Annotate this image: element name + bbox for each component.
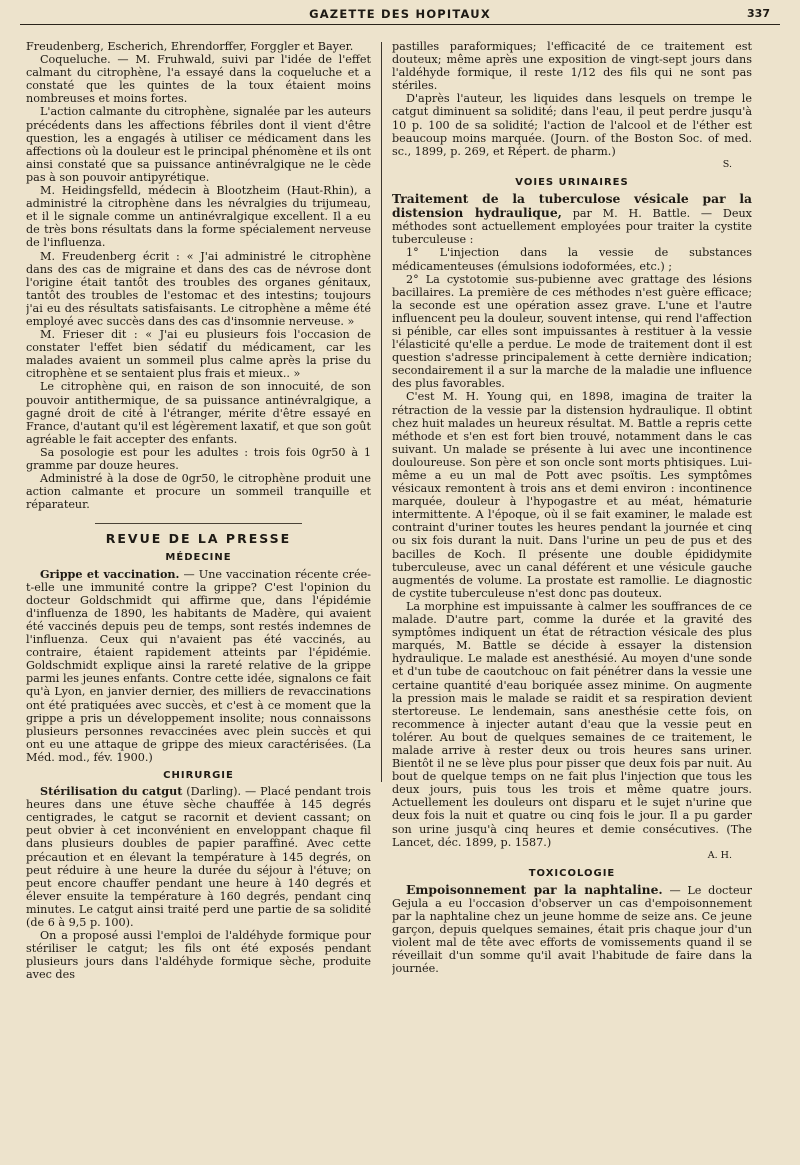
- subsection-title: VOIES URINAIRES: [515, 176, 629, 188]
- paragraph: Administré à la dose de 0gr50, le citrophène produit une action calmante et procure un sommeil tranquille et réparateur.: [26, 472, 371, 512]
- paragraph: La morphine est impuissante à calmer les souffrances de ce malade. D'autre part, comme la durée et la gravité des symptômes indiquent un état de rétraction vésicale des plus marqués, M. Battle se décide à essayer la distension hydraulique. Le malade est anesthésié. Au moyen d'une sonde et d'un tube de caoutchouc on fait pénétrer dans la vessie une certaine quantité d'eau boriquée assez minime. On augmente la pression mais le malade se raidit et sa respiration devient stertoreuse. Le lendemain, sans anesthésie cette fois, on recommence à injecter autant d'eau que la vessie peut en tolérer. Au bout de quelques semaines de ce traitement, le malade arrive à rester deux ou trois heures sans uriner. Bientôt il ne se lève plus pour pisser que deux fois par nuit. Au bout de quelque temps on ne fait plus l'injection que tous les deux jours, puis tous les trois et même quatre jours. Actuellement les douleurs ont disparu et le sujet n'urine que deux fois la nuit et quatre ou cinq fois le jour. Il a pu garder son urine jusqu'à cinq heures et demie consécutives. (The Lancet, déc. 1899, p. 1587.): [392, 599, 752, 849]
- left-column: [26, 40, 371, 1145]
- author-signature: S.: [722, 158, 732, 170]
- section-title: REVUE DE LA PRESSE: [95, 523, 302, 545]
- subsection-title: CHIRURGIE: [163, 769, 234, 781]
- paragraph: D'après l'auteur, les liquides dans lesquels on trempe le catgut diminuent sa solidité; dans l'eau, il peut perdre jusqu'à 10 p. 100 de sa solidité; l'action de l'alcool et de l'éther est beaucoup moins marquée. (Journ. of the Boston Soc. of med. sc., 1899, p. 269, et Répert. de pharm.): [392, 92, 752, 158]
- paragraph: M. Heidingsfelld, médecin à Blootzheim (Haut-Rhin), a administré la citrophène dans les névralgies du trijumeau, et il le signale comme un antinévralgique excellent. Il a eu de très bons résultats dans la forme spécialement nerveuse de l'influenza.: [26, 184, 371, 250]
- article: [392, 883, 752, 976]
- article-headline: Traitement de la tuberculose vésicale par la distension hydraulique,: [392, 191, 752, 221]
- paragraph: Le citrophène qui, en raison de son innocuité, de son pouvoir antithermique, de sa puissance antinévralgique, a gagné droit de cité à l'étranger, mérite d'être essayé en France, d'autant qu'il est légèrement laxatif, et que son goût agréable le fait accepter des enfants.: [26, 380, 371, 446]
- article-headline: Stérilisation du catgut: [40, 784, 183, 799]
- article-body: — Le docteur Gejula a eu l'occasion d'observer un cas d'empoisonnement par la naphtaline chez un jeune homme de seize ans. Ce jeune garçon, depuis quelques semaines, était pris chaque jour d'un violent mal de tête avec efforts de vomissements quand il se réveillait d'un somme qu'il avait l'habitude de faire dans la journée.: [392, 883, 752, 976]
- subsection-title: MÉDECINE: [165, 552, 232, 564]
- journal-title: GAZETTE DES HOPITAUX: [309, 7, 491, 21]
- paragraph: Coqueluche. — M. Fruhwald, suivi par l'idée de l'effet calmant du citrophène, l'a essayé dans la coqueluche et a constaté que les quintes de la toux étaient moins nombreuses et moins fortes.: [26, 53, 371, 106]
- page-header: [20, 6, 780, 25]
- paragraph: M. Freudenberg écrit : « J'ai administré le citrophène dans des cas de migraine et dans des cas de névrose dont l'origine était tantôt des troubles des organes génitaux, tantôt des troubles de l'estomac et des intestins; toujours j'ai eu des résultats satisfaisants. Le citrophène a même été employé avec succès dans des cas d'insomnie nerveuse. »: [26, 249, 371, 328]
- list-item: 2° La cystotomie sus-pubienne avec grattage des lésions bacillaires. La première de ces méthodes n'est guère efficace; la seconde est une opération assez grave. L'une et l'autre influencent peu la douleur, souvent intense, qui rend l'affection si pénible, car elles sont impuissantes à restituer à la vessie l'élasticité qu'elle a perdue. Le mode de traitement dont il est question s'adresse principalement à cette dernière indication; secondairement il a sur la marche de la maladie une influence des plus favorables.: [392, 272, 752, 391]
- article-body: par M. H. Battle. — Deux méthodes sont actuellement employées pour traiter la cystite tuberculeuse :: [392, 207, 752, 247]
- paragraph: pastilles paraformiques; l'efficacité de ce traitement est douteux; même après une exposition de vingt-sept jours dans l'aldéhyde formique, il reste 1/12 des fils qui ne sont pas stériles.: [392, 40, 752, 93]
- article: [26, 785, 371, 929]
- article-body: — Une vaccination récente crée-t-elle une immunité contre la grippe? C'est l'opinion du docteur Goldschmidt qui affirme que, dans l'épidémie d'influenza de 1890, les habitants de Madère, qui avaient été vaccinés depuis peu de temps, sont restés indemnes de l'influenza. Ceux qui n'avaient pas été vaccinés, au contraire, étaient rapidement atteints par l'épidémie. Goldschmidt explique ainsi la rareté relative de la grippe parmi les jeunes enfants. Contre cette idée, signalons ce fait qu'à Lyon, en janvier dernier, des milliers de revaccinations ont été pratiquées avec succès, et c'est à ce moment que la grippe a pris un développement insolite; nous connaissons plusieurs personnes revaccinées avec plein succès et qui ont eu une attaque de grippe des mieux caractérisées. (La Méd. mod., fév. 1900.): [26, 567, 371, 764]
- article-headline: Empoisonnement par la naphtaline.: [406, 881, 663, 897]
- article-body: (Darling). — Placé pendant trois heures dans une étuve sèche chauffée à 145 degrés centigrades, le catgut se racornit et devient cassant; on peut obvier à cet inconvénient en enveloppant chaque fil dans plusieurs doubles de papier paraffiné. Avec cette précaution et en élevant la température à 145 degrés, on peut réduire à une heure la durée du séjour à l'étuve; on peut encore chauffer pendant une heure à 140 degrés et élever ensuite la température à 160 degrés, pendant cinq minutes. Le catgut ainsi traité perd une partie de sa solidité (de 6 à 9,5 p. 100).: [26, 785, 371, 929]
- paragraph: C'est M. H. Young qui, en 1898, imagina de traiter la rétraction de la vessie par la distension hydraulique. Il obtint chez huit malades un heureux résultat. M. Battle a repris cette méthode et s'en est fort bien trouvé, notamment dans le cas suivant. Un malade se présente à lui avec une incontinence douloureuse. Son père et son oncle sont morts phtisiques. Lui-même a eu un mal de Pott avec psoïtis. Les symptômes vésicaux remontent à trois ans et demi environ : incontinence marquée, douleur à l'hypogastre et au méat, hématurie intermittente. A l'époque, où il se fait examiner, le malade est contraint d'uriner toutes les heures pendant la journée et cinq ou six fois durant la nuit. Dans l'urine un peu de pus et des bacilles de Koch. Il présente une double épididymite tuberculeuse, avec un canal déférent et une vésicule gauche augmentés de volume. La prostate est ramollie. Le diagnostic de cystite tuberculeuse n'est donc pas douteux.: [392, 390, 752, 600]
- article: [26, 568, 371, 764]
- right-column: [392, 40, 752, 1145]
- column-divider: [381, 42, 382, 782]
- paragraph: Freudenberg, Escherich, Ehrendorffer, Forggler et Bayer.: [26, 40, 354, 53]
- paragraph: L'action calmante du citrophène, signalée par les auteurs précédents dans les affections fébriles dont il vient d'être question, les a engagés à utiliser ce médicament dans les affections où la douleur est le principal phénomène et ils ont ainsi constaté que sa puissance antinévralgique ne le cède pas à son pouvoir antipyrétique.: [26, 105, 371, 184]
- article-headline: Grippe et vaccination.: [40, 566, 180, 581]
- paragraph: On a proposé aussi l'emploi de l'aldéhyde formique pour stériliser le catgut; les fils ont été exposés pendant plusieurs jours dans l'aldéhyde formique sèche, produite avec des: [26, 929, 371, 982]
- article: [392, 192, 752, 246]
- subsection-title: TOXICOLOGIE: [528, 867, 616, 879]
- page-number: 337: [747, 7, 770, 20]
- paragraph: M. Frieser dit : « J'ai eu plusieurs fois l'occasion de constater l'effet bien sédatif du médicament, car les malades avaient un sommeil plus calme après la prise du citrophène et se sentaient plus frais et mieux.. »: [26, 328, 371, 381]
- author-signature: A. H.: [707, 849, 732, 861]
- paragraph: Sa posologie est pour les adultes : trois fois 0gr50 à 1 gramme par douze heures.: [26, 445, 371, 472]
- list-item: 1° L'injection dans la vessie de substances médicamenteuses (émulsions iodoformées, etc.) ;: [392, 246, 752, 273]
